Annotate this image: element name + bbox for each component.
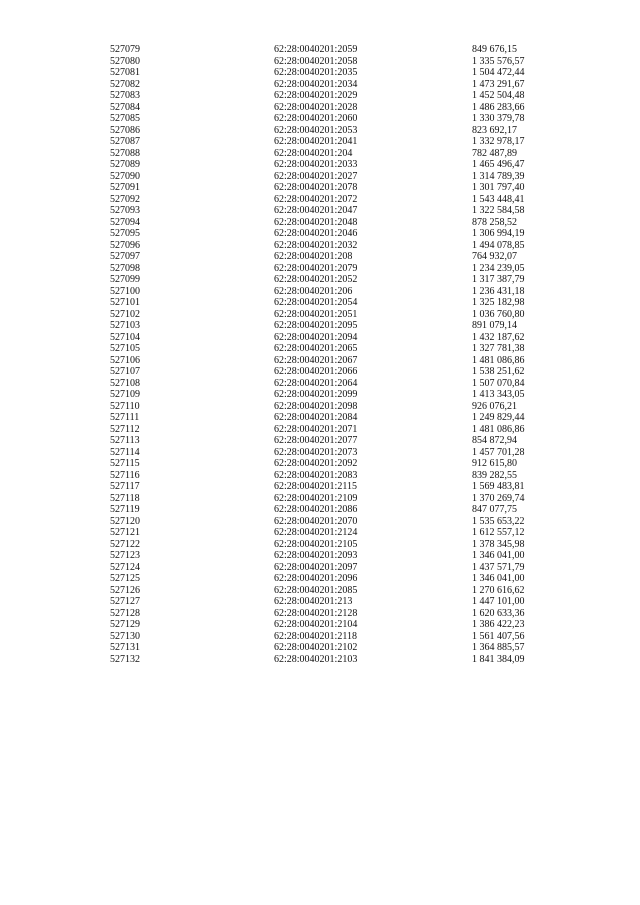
table-row bbox=[0, 240, 640, 252]
row-number-cell: 527113 bbox=[110, 435, 140, 446]
row-number-cell: 527131 bbox=[110, 642, 140, 653]
table-row bbox=[0, 228, 640, 240]
cadastral-value-cell: 849 676,15 bbox=[472, 44, 517, 55]
row-number-cell: 527099 bbox=[110, 274, 140, 285]
cadastral-number-cell: 62:28:0040201:2072 bbox=[274, 193, 358, 205]
cadastral-value-cell: 1 612 557,12 bbox=[472, 527, 525, 538]
table-row bbox=[0, 263, 640, 275]
cadastral-number-cell: 62:28:0040201:206 bbox=[274, 285, 353, 297]
table-row bbox=[0, 297, 640, 309]
cadastral-number-cell: 62:28:0040201:2066 bbox=[274, 366, 358, 377]
cadastral-number-cell: 62:28:0040201:2115 bbox=[274, 481, 357, 492]
cadastral-value-cell: 847 077,75 bbox=[472, 504, 517, 515]
row-number-cell: 527098 bbox=[110, 262, 140, 274]
cadastral-value-cell: 1 314 789,39 bbox=[472, 170, 525, 182]
cadastral-number-cell: 62:28:0040201:2028 bbox=[274, 101, 358, 113]
table-row bbox=[0, 378, 640, 390]
table-row bbox=[0, 527, 640, 539]
table-row bbox=[0, 562, 640, 574]
table-row bbox=[0, 619, 640, 631]
cadastral-value-cell: 1 494 078,85 bbox=[472, 239, 525, 251]
row-number-cell: 527120 bbox=[110, 515, 140, 527]
cadastral-number-cell: 62:28:0040201:213 bbox=[274, 596, 353, 607]
table-row bbox=[0, 435, 640, 447]
row-number-cell: 527101 bbox=[110, 297, 140, 308]
cadastral-number-cell: 62:28:0040201:2079 bbox=[274, 262, 358, 274]
cadastral-value-cell: 1 335 576,57 bbox=[472, 55, 525, 67]
cadastral-number-cell: 62:28:0040201:2058 bbox=[274, 55, 358, 67]
table-row bbox=[0, 343, 640, 355]
row-number-cell: 527085 bbox=[110, 113, 140, 124]
row-number-cell: 527104 bbox=[110, 331, 140, 343]
cadastral-value-cell: 1 306 994,19 bbox=[472, 228, 525, 239]
cadastral-number-cell: 62:28:0040201:2095 bbox=[274, 320, 358, 331]
cadastral-number-cell: 62:28:0040201:2051 bbox=[274, 308, 358, 320]
cadastral-number-cell: 62:28:0040201:2027 bbox=[274, 170, 358, 182]
table-row bbox=[0, 389, 640, 401]
table-row bbox=[0, 470, 640, 482]
row-number-cell: 527084 bbox=[110, 101, 140, 113]
row-number-cell: 527080 bbox=[110, 55, 140, 67]
cadastral-value-cell: 1 325 182,98 bbox=[472, 297, 525, 308]
table-row bbox=[0, 67, 640, 79]
table-row bbox=[0, 447, 640, 459]
cadastral-value-cell: 1 481 086,86 bbox=[472, 423, 525, 435]
cadastral-value-cell: 1 327 781,38 bbox=[472, 343, 525, 354]
row-number-cell: 527107 bbox=[110, 366, 140, 377]
cadastral-value-cell: 1 249 829,44 bbox=[472, 412, 525, 423]
cadastral-number-cell: 62:28:0040201:2054 bbox=[274, 297, 358, 308]
cadastral-value-cell: 1 317 387,79 bbox=[472, 274, 525, 285]
row-number-cell: 527092 bbox=[110, 193, 140, 205]
cadastral-value-cell: 1 437 571,79 bbox=[472, 561, 525, 573]
cadastral-value-cell: 764 932,07 bbox=[472, 251, 517, 262]
cadastral-number-cell: 62:28:0040201:2097 bbox=[274, 561, 358, 573]
table-row bbox=[0, 355, 640, 367]
cadastral-number-cell: 62:28:0040201:2124 bbox=[274, 527, 358, 538]
row-number-cell: 527091 bbox=[110, 182, 140, 193]
table-row bbox=[0, 596, 640, 608]
table-row bbox=[0, 493, 640, 505]
cadastral-value-cell: 1 234 239,05 bbox=[472, 262, 525, 274]
cadastral-value-cell: 1 378 345,98 bbox=[472, 538, 525, 550]
cadastral-number-cell: 62:28:0040201:2128 bbox=[274, 607, 358, 619]
cadastral-value-cell: 1 538 251,62 bbox=[472, 366, 525, 377]
row-number-cell: 527117 bbox=[110, 481, 140, 492]
row-number-cell: 527129 bbox=[110, 619, 140, 630]
cadastral-value-cell: 1 432 187,62 bbox=[472, 331, 525, 343]
table-row bbox=[0, 251, 640, 263]
row-number-cell: 527112 bbox=[110, 423, 140, 435]
table-row bbox=[0, 424, 640, 436]
cadastral-value-cell: 1 370 269,74 bbox=[472, 492, 525, 504]
cadastral-number-cell: 62:28:0040201:2065 bbox=[274, 343, 358, 354]
cadastral-value-cell: 1 236 431,18 bbox=[472, 285, 525, 297]
cadastral-value-cell: 1 447 101,00 bbox=[472, 596, 525, 607]
cadastral-number-cell: 62:28:0040201:2067 bbox=[274, 354, 358, 366]
cadastral-number-cell: 62:28:0040201:2104 bbox=[274, 619, 358, 630]
cadastral-number-cell: 62:28:0040201:2071 bbox=[274, 423, 358, 435]
cadastral-number-cell: 62:28:0040201:2064 bbox=[274, 377, 358, 389]
cadastral-number-cell: 62:28:0040201:2053 bbox=[274, 124, 358, 136]
cadastral-number-cell: 62:28:0040201:2029 bbox=[274, 90, 358, 101]
table-row bbox=[0, 332, 640, 344]
table-row bbox=[0, 585, 640, 597]
row-number-cell: 527082 bbox=[110, 78, 140, 90]
row-number-cell: 527127 bbox=[110, 596, 140, 607]
row-number-cell: 527106 bbox=[110, 354, 140, 366]
table-row bbox=[0, 539, 640, 551]
cadastral-number-cell: 62:28:0040201:2046 bbox=[274, 228, 358, 239]
cadastral-value-cell: 912 615,80 bbox=[472, 458, 517, 469]
row-number-cell: 527123 bbox=[110, 550, 140, 561]
cadastral-number-cell: 62:28:0040201:2070 bbox=[274, 515, 358, 527]
table-row bbox=[0, 102, 640, 114]
table-row bbox=[0, 194, 640, 206]
cadastral-number-cell: 62:28:0040201:2092 bbox=[274, 458, 358, 469]
row-number-cell: 527095 bbox=[110, 228, 140, 239]
cadastral-value-cell: 1 465 496,47 bbox=[472, 159, 525, 170]
cadastral-value-cell: 891 079,14 bbox=[472, 320, 517, 331]
cadastral-value-cell: 1 322 584,58 bbox=[472, 205, 525, 216]
cadastral-value-cell: 1 543 448,41 bbox=[472, 193, 525, 205]
cadastral-value-cell: 1 036 760,80 bbox=[472, 308, 525, 320]
cadastral-value-cell: 1 561 407,56 bbox=[472, 630, 525, 642]
table-row bbox=[0, 309, 640, 321]
row-number-cell: 527094 bbox=[110, 216, 140, 228]
row-number-cell: 527126 bbox=[110, 584, 140, 596]
row-number-cell: 527102 bbox=[110, 308, 140, 320]
cadastral-number-cell: 62:28:0040201:2096 bbox=[274, 573, 358, 584]
cadastral-number-cell: 62:28:0040201:2047 bbox=[274, 205, 358, 216]
table-row bbox=[0, 205, 640, 217]
cadastral-value-cell: 1 620 633,36 bbox=[472, 607, 525, 619]
cadastral-number-cell: 62:28:0040201:2078 bbox=[274, 182, 358, 193]
cadastral-value-cell: 1 535 653,22 bbox=[472, 515, 525, 527]
table-row bbox=[0, 631, 640, 643]
table-row bbox=[0, 171, 640, 183]
cadastral-number-cell: 62:28:0040201:2073 bbox=[274, 446, 358, 458]
row-number-cell: 527110 bbox=[110, 400, 140, 412]
cadastral-number-cell: 62:28:0040201:2084 bbox=[274, 412, 358, 423]
row-number-cell: 527109 bbox=[110, 389, 140, 400]
table-row bbox=[0, 159, 640, 171]
table-row bbox=[0, 274, 640, 286]
cadastral-number-cell: 62:28:0040201:2103 bbox=[274, 653, 358, 665]
row-number-cell: 527093 bbox=[110, 205, 140, 216]
cadastral-value-cell: 1 841 384,09 bbox=[472, 653, 525, 665]
table-row bbox=[0, 608, 640, 620]
cadastral-number-cell: 62:28:0040201:2102 bbox=[274, 642, 358, 653]
cadastral-number-cell: 62:28:0040201:2032 bbox=[274, 239, 358, 251]
row-number-cell: 527105 bbox=[110, 343, 140, 354]
table-row bbox=[0, 654, 640, 666]
table-row bbox=[0, 182, 640, 194]
cadastral-number-cell: 62:28:0040201:2086 bbox=[274, 504, 358, 515]
table-row bbox=[0, 412, 640, 424]
row-number-cell: 527116 bbox=[110, 469, 140, 481]
table-row bbox=[0, 286, 640, 298]
row-number-cell: 527083 bbox=[110, 90, 140, 101]
cadastral-number-cell: 62:28:0040201:204 bbox=[274, 147, 353, 159]
cadastral-number-cell: 62:28:0040201:2033 bbox=[274, 159, 358, 170]
cadastral-value-cell: 839 282,55 bbox=[472, 469, 517, 481]
table-row bbox=[0, 550, 640, 562]
row-number-cell: 527103 bbox=[110, 320, 140, 331]
cadastral-number-cell: 62:28:0040201:2034 bbox=[274, 78, 358, 90]
row-number-cell: 527132 bbox=[110, 653, 140, 665]
table-row bbox=[0, 516, 640, 528]
row-number-cell: 527130 bbox=[110, 630, 140, 642]
cadastral-value-cell: 1 486 283,66 bbox=[472, 101, 525, 113]
row-number-cell: 527081 bbox=[110, 67, 140, 78]
row-number-cell: 527118 bbox=[110, 492, 140, 504]
row-number-cell: 527128 bbox=[110, 607, 140, 619]
cadastral-value-cell: 1 386 422,23 bbox=[472, 619, 525, 630]
row-number-cell: 527096 bbox=[110, 239, 140, 251]
cadastral-value-cell: 1 569 483,81 bbox=[472, 481, 525, 492]
cadastral-value-cell: 854 872,94 bbox=[472, 435, 517, 446]
cadastral-value-cell: 1 413 343,05 bbox=[472, 389, 525, 400]
row-number-cell: 527088 bbox=[110, 147, 140, 159]
row-number-cell: 527108 bbox=[110, 377, 140, 389]
table-row bbox=[0, 217, 640, 229]
cadastral-number-cell: 62:28:0040201:2093 bbox=[274, 550, 358, 561]
table-row bbox=[0, 148, 640, 160]
row-number-cell: 527122 bbox=[110, 538, 140, 550]
cadastral-value-cell: 1 481 086,86 bbox=[472, 354, 525, 366]
row-number-cell: 527090 bbox=[110, 170, 140, 182]
table-row bbox=[0, 481, 640, 493]
row-number-cell: 527089 bbox=[110, 159, 140, 170]
cadastral-value-cell: 1 452 504,48 bbox=[472, 90, 525, 101]
table-row bbox=[0, 125, 640, 137]
cadastral-number-cell: 62:28:0040201:2105 bbox=[274, 538, 358, 550]
cadastral-value-cell: 1 364 885,57 bbox=[472, 642, 525, 653]
table-row bbox=[0, 113, 640, 125]
table-row bbox=[0, 458, 640, 470]
row-number-cell: 527100 bbox=[110, 285, 140, 297]
row-number-cell: 527115 bbox=[110, 458, 140, 469]
cadastral-number-cell: 62:28:0040201:2048 bbox=[274, 216, 358, 228]
row-number-cell: 527079 bbox=[110, 44, 140, 55]
cadastral-number-cell: 62:28:0040201:2085 bbox=[274, 584, 358, 596]
table-row bbox=[0, 642, 640, 654]
cadastral-value-cell: 823 692,17 bbox=[472, 124, 517, 136]
cadastral-number-cell: 62:28:0040201:2083 bbox=[274, 469, 358, 481]
cadastral-value-table bbox=[0, 44, 640, 665]
cadastral-number-cell: 62:28:0040201:2041 bbox=[274, 136, 358, 147]
cadastral-number-cell: 62:28:0040201:2060 bbox=[274, 113, 358, 124]
table-row bbox=[0, 44, 640, 56]
cadastral-value-cell: 1 330 379,78 bbox=[472, 113, 525, 124]
cadastral-value-cell: 782 487,89 bbox=[472, 147, 517, 159]
table-row bbox=[0, 320, 640, 332]
row-number-cell: 527087 bbox=[110, 136, 140, 147]
cadastral-number-cell: 62:28:0040201:2035 bbox=[274, 67, 358, 78]
table-row bbox=[0, 366, 640, 378]
cadastral-value-cell: 1 504 472,44 bbox=[472, 67, 525, 78]
row-number-cell: 527086 bbox=[110, 124, 140, 136]
cadastral-value-cell: 1 507 070,84 bbox=[472, 377, 525, 389]
row-number-cell: 527119 bbox=[110, 504, 140, 515]
cadastral-number-cell: 62:28:0040201:2098 bbox=[274, 400, 358, 412]
cadastral-number-cell: 62:28:0040201:2052 bbox=[274, 274, 358, 285]
cadastral-number-cell: 62:28:0040201:2099 bbox=[274, 389, 358, 400]
cadastral-value-cell: 1 301 797,40 bbox=[472, 182, 525, 193]
table-row bbox=[0, 401, 640, 413]
row-number-cell: 527125 bbox=[110, 573, 140, 584]
table-row bbox=[0, 136, 640, 148]
table-row bbox=[0, 573, 640, 585]
cadastral-number-cell: 62:28:0040201:2059 bbox=[274, 44, 358, 55]
row-number-cell: 527121 bbox=[110, 527, 140, 538]
cadastral-value-cell: 1 473 291,67 bbox=[472, 78, 525, 90]
cadastral-number-cell: 62:28:0040201:2109 bbox=[274, 492, 358, 504]
row-number-cell: 527111 bbox=[110, 412, 140, 423]
cadastral-value-cell: 1 457 701,28 bbox=[472, 446, 525, 458]
cadastral-number-cell: 62:28:0040201:2118 bbox=[274, 630, 357, 642]
cadastral-number-cell: 62:28:0040201:208 bbox=[274, 251, 353, 262]
cadastral-value-cell: 1 346 041,00 bbox=[472, 550, 525, 561]
cadastral-value-cell: 1 346 041,00 bbox=[472, 573, 525, 584]
table-row bbox=[0, 56, 640, 68]
table-row bbox=[0, 504, 640, 516]
table-row bbox=[0, 79, 640, 91]
cadastral-value-cell: 1 332 978,17 bbox=[472, 136, 525, 147]
cadastral-value-cell: 878 258,52 bbox=[472, 216, 517, 228]
cadastral-value-cell: 926 076,21 bbox=[472, 400, 517, 412]
cadastral-number-cell: 62:28:0040201:2077 bbox=[274, 435, 358, 446]
row-number-cell: 527114 bbox=[110, 446, 140, 458]
cadastral-number-cell: 62:28:0040201:2094 bbox=[274, 331, 358, 343]
row-number-cell: 527124 bbox=[110, 561, 140, 573]
cadastral-value-cell: 1 270 616,62 bbox=[472, 584, 525, 596]
table-row bbox=[0, 90, 640, 102]
row-number-cell: 527097 bbox=[110, 251, 140, 262]
